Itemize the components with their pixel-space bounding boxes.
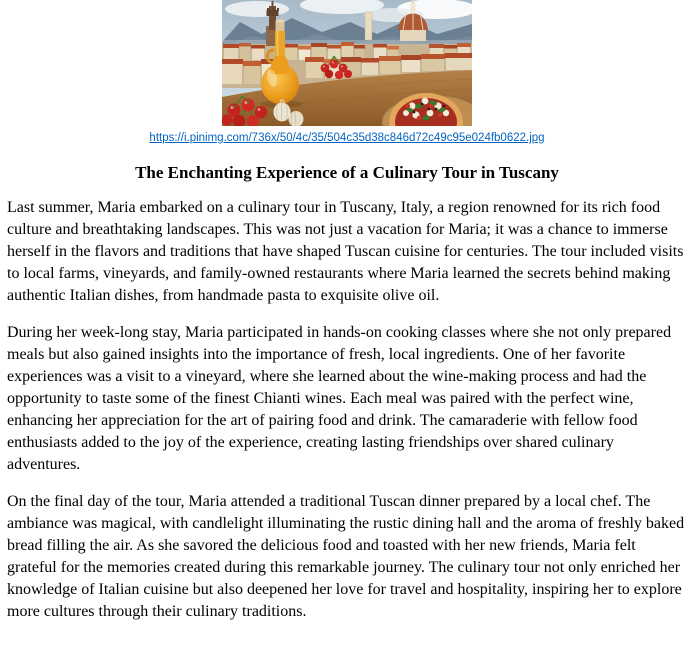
article-figure (0, 0, 694, 145)
tuscany-culinary-image (222, 0, 472, 126)
article-title: The Enchanting Experience of a Culinary Tour in Tuscany (135, 163, 559, 182)
image-source-link[interactable]: https://i.pinimg.com/736x/50/4c/35/504c35d38c846d72c49c95e024fb0622.jpg (149, 132, 545, 144)
paragraph-1: Last summer, Maria embarked on a culinary tour in Tuscany, Italy, a region renowned for its rich food culture and breathtaking landscapes. This was not just a vacation for Maria; it was a chance to immerse herself in the flavors and traditions that have shaped Tuscan cuisine for centuries. The tour included visits to local farms, vineyards, and family-owned restaurants where Maria learned the secrets behind making authentic Italian dishes, from handmade pasta to exquisite olive oil. (7, 199, 684, 304)
paragraph-2: During her week-long stay, Maria participated in hands-on cooking classes where she not only prepared meals but also gained insights into the importance of fresh, local ingredients. One of her favorite experiences was a visit to a vineyard, where she learned about the wine-making process and had the opportunity to taste some of the finest Chianti wines. Each meal was paired with the perfect wine, enhancing her appreciation for the art of pairing food and drink. The camaraderie with fellow food enthusiasts added to the joy of the experience, creating lasting friendships over shared culinary adventures. (7, 324, 672, 473)
paragraph-3: On the final day of the tour, Maria attended a traditional Tuscan dinner prepared by a local chef. The ambiance was magical, with candlelight illuminating the rustic dining hall and the aroma of freshly baked bread filling the air. As she savored the delicious food and toasted with her new friends, Maria felt grateful for the memories created during this remarkable journey. The culinary tour not only enriched her knowledge of Italian cuisine but also deepened her love for travel and hospitality, inspiring her to explore more cultures through their culinary traditions. (7, 493, 685, 620)
image-caption (0, 130, 694, 145)
article-body (7, 197, 687, 623)
